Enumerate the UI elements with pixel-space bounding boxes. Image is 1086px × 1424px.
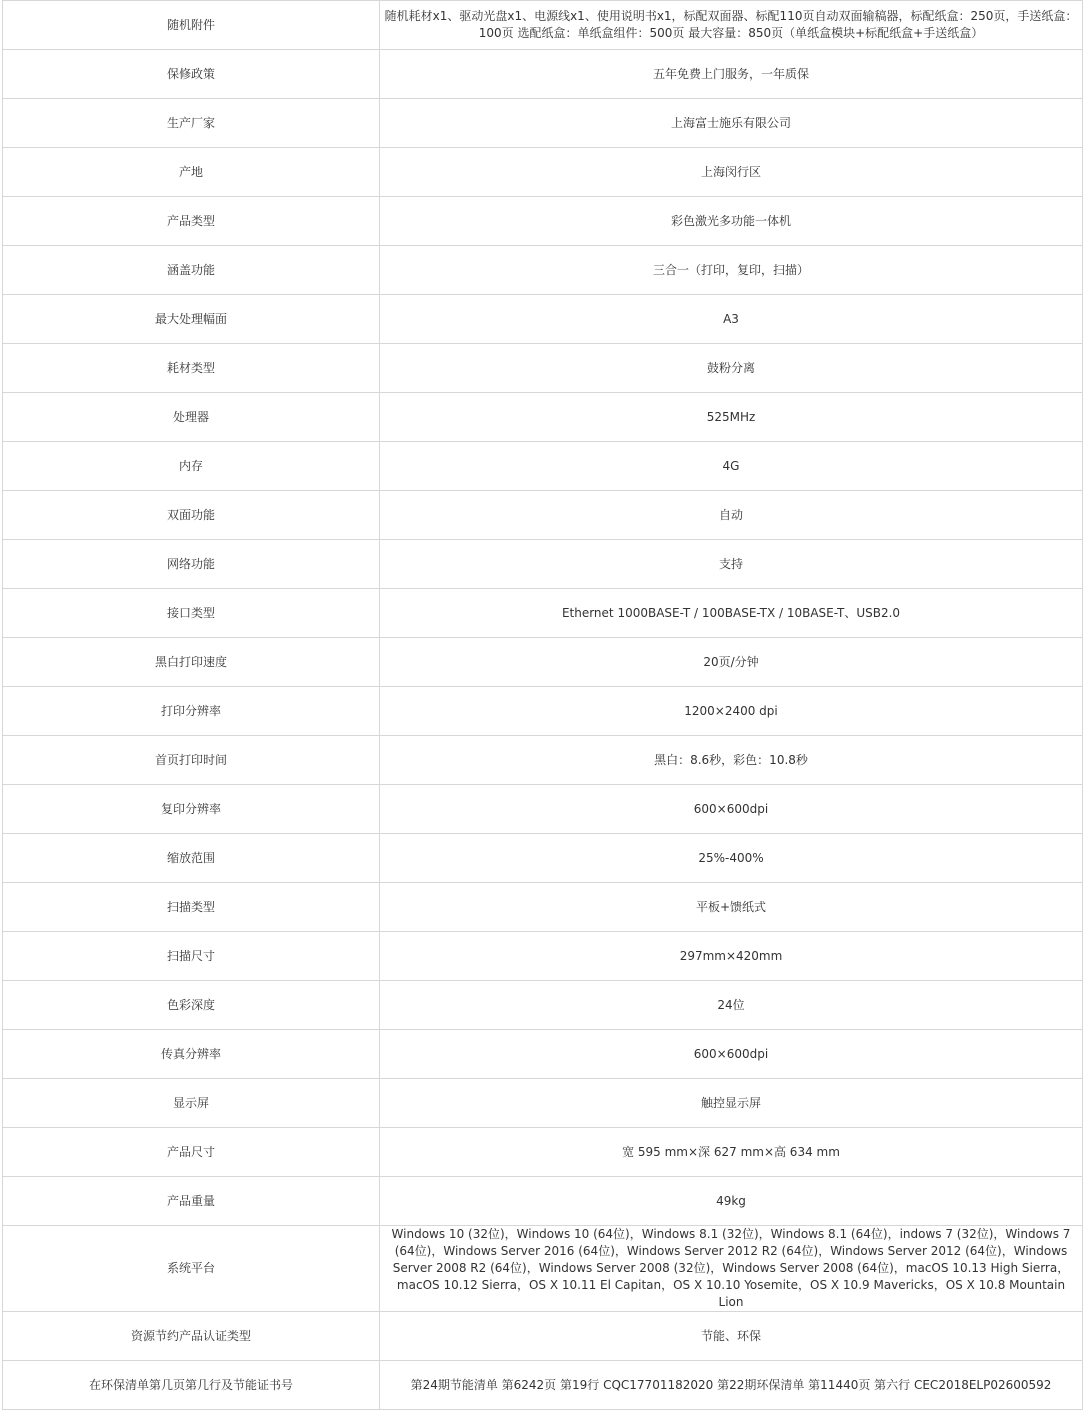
spec-value: 三合一（打印，复印，扫描） xyxy=(380,246,1083,295)
spec-value: 600×600dpi xyxy=(380,1030,1083,1079)
spec-value: 鼓粉分离 xyxy=(380,344,1083,393)
spec-row xyxy=(3,1177,1083,1226)
spec-value: 525MHz xyxy=(380,393,1083,442)
spec-row xyxy=(3,1226,1083,1312)
spec-row xyxy=(3,99,1083,148)
spec-row xyxy=(3,932,1083,981)
spec-value: 上海富士施乐有限公司 xyxy=(380,99,1083,148)
spec-row xyxy=(3,883,1083,932)
spec-label: 内存 xyxy=(3,442,380,491)
spec-row xyxy=(3,687,1083,736)
spec-label: 产品尺寸 xyxy=(3,1128,380,1177)
spec-value: 节能、环保 xyxy=(380,1312,1083,1361)
spec-label: 双面功能 xyxy=(3,491,380,540)
spec-label: 生产厂家 xyxy=(3,99,380,148)
spec-row xyxy=(3,1128,1083,1177)
spec-row xyxy=(3,785,1083,834)
spec-label: 打印分辨率 xyxy=(3,687,380,736)
spec-label: 接口类型 xyxy=(3,589,380,638)
spec-label: 最大处理幅面 xyxy=(3,295,380,344)
spec-row xyxy=(3,834,1083,883)
spec-row xyxy=(3,197,1083,246)
spec-value: 297mm×420mm xyxy=(380,932,1083,981)
spec-table-body xyxy=(3,1,1083,1410)
spec-row xyxy=(3,1312,1083,1361)
spec-value: 上海闵行区 xyxy=(380,148,1083,197)
spec-label: 显示屏 xyxy=(3,1079,380,1128)
spec-label: 传真分辨率 xyxy=(3,1030,380,1079)
spec-value: 宽 595 mm×深 627 mm×高 634 mm xyxy=(380,1128,1083,1177)
spec-value: 平板+馈纸式 xyxy=(380,883,1083,932)
spec-label: 产品重量 xyxy=(3,1177,380,1226)
spec-row xyxy=(3,148,1083,197)
spec-value: 触控显示屏 xyxy=(380,1079,1083,1128)
spec-value: 随机耗材x1、驱动光盘x1、电源线x1、使用说明书x1，标配双面器、标配110页自动双面输稿器，标配纸盒：250页，手送纸盒：100页 选配纸盒：单纸盒组件：500页 最大容量：850页（单纸盒模块+标配纸盒+手送纸盒） xyxy=(380,1,1083,50)
spec-value: 自动 xyxy=(380,491,1083,540)
spec-row xyxy=(3,246,1083,295)
spec-row xyxy=(3,393,1083,442)
spec-value: 支持 xyxy=(380,540,1083,589)
spec-value: 1200×2400 dpi xyxy=(380,687,1083,736)
spec-row xyxy=(3,1030,1083,1079)
spec-label: 涵盖功能 xyxy=(3,246,380,295)
spec-row xyxy=(3,491,1083,540)
spec-row xyxy=(3,540,1083,589)
spec-label: 处理器 xyxy=(3,393,380,442)
spec-label: 黑白打印速度 xyxy=(3,638,380,687)
spec-label: 保修政策 xyxy=(3,50,380,99)
spec-value: 五年免费上门服务，一年质保 xyxy=(380,50,1083,99)
spec-label: 缩放范围 xyxy=(3,834,380,883)
spec-label: 随机附件 xyxy=(3,1,380,50)
spec-value: 25%-400% xyxy=(380,834,1083,883)
spec-label: 复印分辨率 xyxy=(3,785,380,834)
spec-row xyxy=(3,638,1083,687)
spec-row xyxy=(3,344,1083,393)
spec-label: 扫描尺寸 xyxy=(3,932,380,981)
spec-row xyxy=(3,981,1083,1030)
spec-label: 耗材类型 xyxy=(3,344,380,393)
spec-value: 4G xyxy=(380,442,1083,491)
spec-row xyxy=(3,589,1083,638)
spec-label: 资源节约产品认证类型 xyxy=(3,1312,380,1361)
spec-row xyxy=(3,1079,1083,1128)
spec-row xyxy=(3,736,1083,785)
spec-table xyxy=(2,0,1083,1410)
spec-value: 49kg xyxy=(380,1177,1083,1226)
spec-value: 黑白：8.6秒，彩色：10.8秒 xyxy=(380,736,1083,785)
spec-label: 在环保清单第几页第几行及节能证书号 xyxy=(3,1361,380,1410)
spec-label: 系统平台 xyxy=(3,1226,380,1312)
spec-row xyxy=(3,1,1083,50)
spec-value: 彩色激光多功能一体机 xyxy=(380,197,1083,246)
spec-row xyxy=(3,295,1083,344)
spec-value: Windows 10 (32位)，Windows 10 (64位)，Windows 8.1 (32位)，Windows 8.1 (64位)，indows 7 (32位)，Windows 7 (64位)，Windows Server 2016 (64位)，Windows Server 2012 R2 (64位)，Windows Server 2012 (64位)，Windows Server 2008 R2 (64位)，Windows Server 2008 (32位)，Windows Server 2008 (64位)，macOS 10.13 High Sierra，macOS 10.12 Sierra，OS X 10.11 El Capitan，OS X 10.10 Yosemite，OS X 10.9 Mavericks，OS X 10.8 Mountain Lion xyxy=(380,1226,1083,1312)
spec-label: 产品类型 xyxy=(3,197,380,246)
spec-label: 首页打印时间 xyxy=(3,736,380,785)
spec-row xyxy=(3,50,1083,99)
spec-value: Ethernet 1000BASE-T / 100BASE-TX / 10BASE-T、USB2.0 xyxy=(380,589,1083,638)
spec-row xyxy=(3,442,1083,491)
spec-value: 600×600dpi xyxy=(380,785,1083,834)
spec-value: A3 xyxy=(380,295,1083,344)
spec-label: 扫描类型 xyxy=(3,883,380,932)
spec-row xyxy=(3,1361,1083,1410)
spec-label: 色彩深度 xyxy=(3,981,380,1030)
spec-value: 24位 xyxy=(380,981,1083,1030)
spec-label: 产地 xyxy=(3,148,380,197)
spec-value: 20页/分钟 xyxy=(380,638,1083,687)
spec-label: 网络功能 xyxy=(3,540,380,589)
spec-value: 第24期节能清单 第6242页 第19行 CQC17701182020 第22期环保清单 第11440页 第六行 CEC2018ELP02600592 xyxy=(380,1361,1083,1410)
